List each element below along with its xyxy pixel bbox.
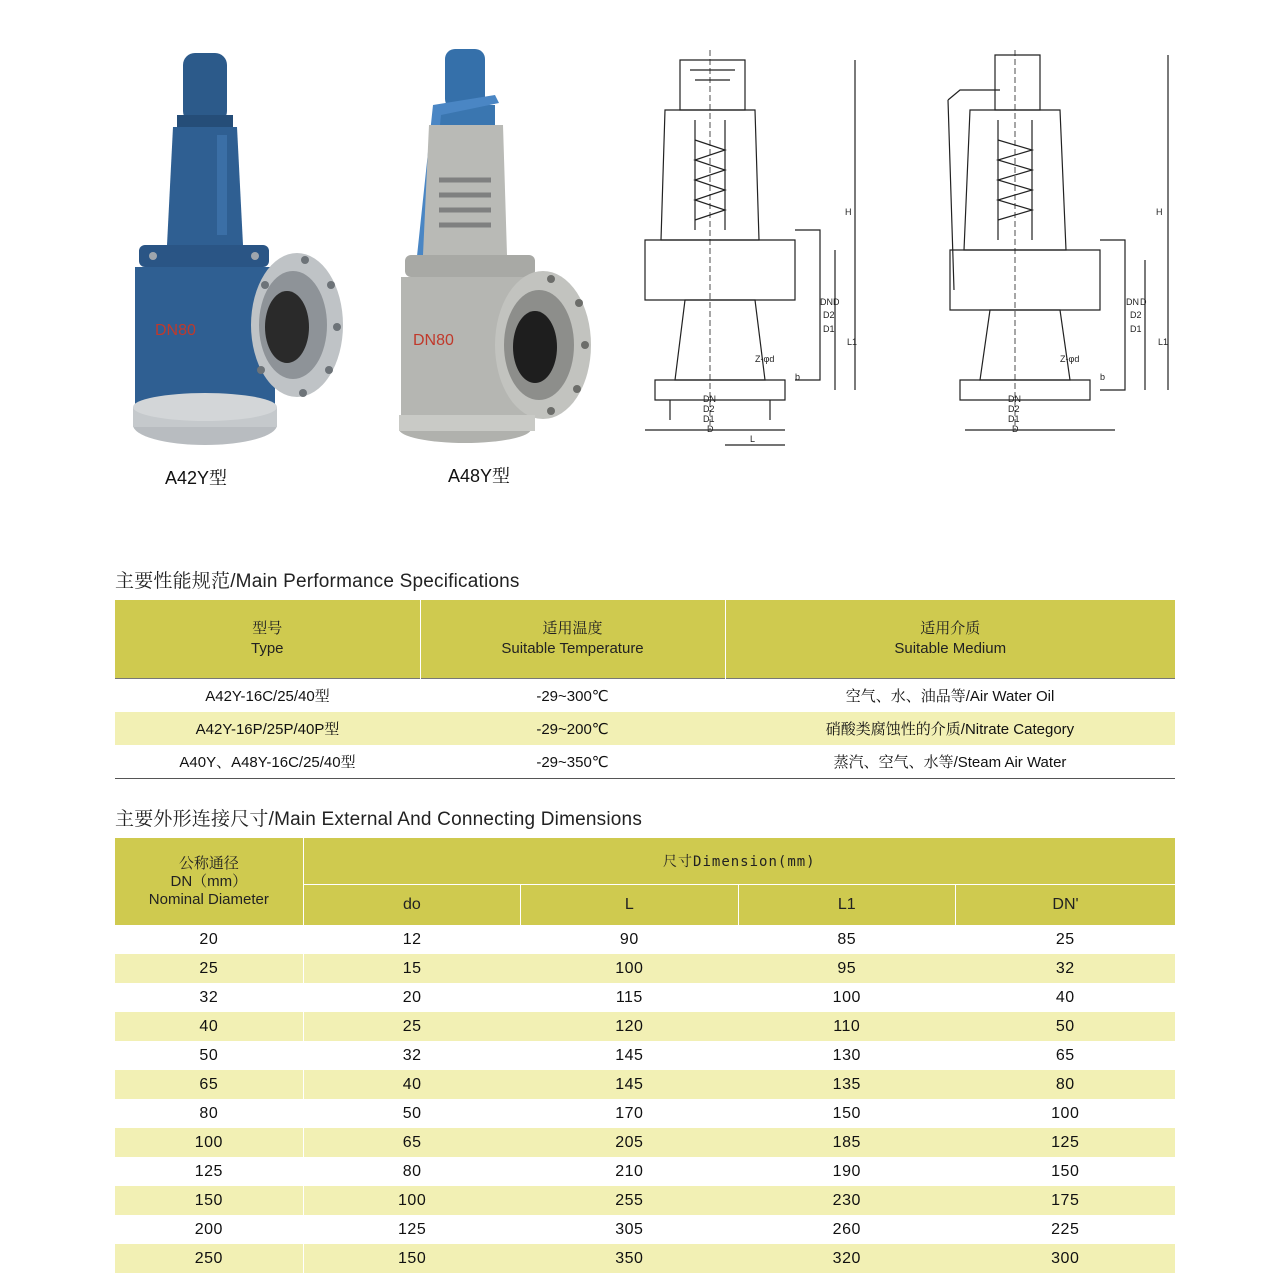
dim-cell-dn-prime: 150 xyxy=(1051,1162,1080,1180)
spec-cell-temperature: -29~200℃ xyxy=(420,712,725,745)
dim-cell-l: 205 xyxy=(521,1128,738,1157)
dim-header-dimension: 尺寸Dimension(mm) xyxy=(303,838,1175,885)
dim-row xyxy=(115,983,1175,1012)
svg-text:DN: DN xyxy=(1008,394,1021,404)
product-caption-a48y: A48Y型 xyxy=(448,466,511,486)
dim-cell-do: 100 xyxy=(303,1186,520,1215)
dim-cell-dn: 150 xyxy=(115,1186,303,1215)
dim-cell-l1: 150 xyxy=(832,1104,861,1122)
dim-cell-do: 15 xyxy=(303,954,520,983)
spec-cell-type: A42Y-16C/25/40型 xyxy=(115,679,420,713)
dim-cell-do: 32 xyxy=(402,1046,422,1064)
dim-cell-l: 145 xyxy=(521,1070,738,1099)
svg-text:DN: DN xyxy=(1126,297,1139,307)
dim-cell-dn: 50 xyxy=(115,1041,303,1070)
svg-text:D1: D1 xyxy=(823,324,835,334)
dim-cell-do: 80 xyxy=(402,1162,422,1180)
dim-cell-l1: 190 xyxy=(832,1162,861,1180)
dim-cell-l1: 320 xyxy=(738,1244,955,1273)
svg-text:L1: L1 xyxy=(1158,337,1169,347)
dim-cell-dn-prime: 65 xyxy=(1055,1046,1075,1064)
dim-cell-dn-prime: 125 xyxy=(956,1128,1176,1157)
dim-row xyxy=(115,1070,1175,1099)
spec-header-row xyxy=(115,600,1175,679)
dim-cell-do: 65 xyxy=(303,1128,520,1157)
dim-cell-l1: 95 xyxy=(738,954,955,983)
dim-cell-l: 100 xyxy=(521,954,738,983)
dim-cell-l1: 85 xyxy=(837,930,857,948)
dim-cell-dn-prime: 300 xyxy=(956,1244,1176,1273)
svg-text:H: H xyxy=(1156,207,1163,217)
dim-cell-do: 40 xyxy=(303,1070,520,1099)
dim-cell-dn: 65 xyxy=(115,1070,303,1099)
spec-cell-type: A40Y、A48Y-16C/25/40型 xyxy=(115,745,420,779)
dim-cell-dn: 125 xyxy=(115,1157,303,1186)
spec-cell-medium: 硝酸类腐蚀性的介质/Nitrate Category xyxy=(725,712,1175,745)
spec-header-type: 型号 Type xyxy=(115,600,420,679)
spec-section-title: 主要性能规范/Main Performance Specifications xyxy=(115,571,520,592)
dim-cell-dn: 80 xyxy=(115,1099,303,1128)
dim-cell-do: 125 xyxy=(398,1220,427,1238)
dimension-table xyxy=(115,838,1175,1273)
dim-cell-l1: 130 xyxy=(832,1046,861,1064)
svg-text:D: D xyxy=(1012,424,1019,434)
dim-cell-l: 170 xyxy=(615,1104,644,1122)
svg-text:D: D xyxy=(707,424,714,434)
spec-cell-medium: 蒸汽、空气、水等/Steam Air Water xyxy=(725,745,1175,779)
dim-cell-dn-prime: 100 xyxy=(1051,1104,1080,1122)
dim-cell-dn: 100 xyxy=(115,1128,303,1157)
product-caption-a42y: A42Y型 xyxy=(165,468,228,488)
dim-cell-l1: 185 xyxy=(738,1128,955,1157)
spec-cell-medium: 空气、水、油品等/Air Water Oil xyxy=(725,679,1175,713)
dim-row xyxy=(115,925,1175,954)
spec-header-temperature: 适用温度 Suitable Temperature xyxy=(420,600,725,679)
dim-cell-l: 120 xyxy=(521,1012,738,1041)
dim-cell-dn-prime: 50 xyxy=(956,1012,1176,1041)
dim-row xyxy=(115,1012,1175,1041)
dim-cell-l1: 230 xyxy=(738,1186,955,1215)
dim-row xyxy=(115,1099,1175,1128)
dim-cell-do: 12 xyxy=(402,930,422,948)
svg-text:D2: D2 xyxy=(703,404,715,414)
technical-drawing-a42y xyxy=(635,50,870,450)
valve-a42y-image xyxy=(125,45,350,450)
dim-cell-l1: 135 xyxy=(738,1070,955,1099)
dim-cell-do: 150 xyxy=(303,1244,520,1273)
dim-header-dn-prime: DN' xyxy=(956,885,1176,926)
spec-row xyxy=(115,745,1175,779)
dim-cell-l: 255 xyxy=(521,1186,738,1215)
dim-cell-l: 145 xyxy=(615,1046,644,1064)
dim-cell-l1: 100 xyxy=(832,988,861,1006)
svg-text:D1: D1 xyxy=(1008,414,1020,424)
dim-cell-dn: 200 xyxy=(115,1215,303,1244)
dim-cell-dn-prime: 225 xyxy=(1051,1220,1080,1238)
dim-cell-do: 25 xyxy=(303,1012,520,1041)
svg-text:D2: D2 xyxy=(1130,310,1142,320)
spec-row xyxy=(115,712,1175,745)
dim-row xyxy=(115,1157,1175,1186)
dim-header-l1: L1 xyxy=(738,885,955,926)
svg-text:DN: DN xyxy=(820,297,833,307)
svg-text:D: D xyxy=(833,297,840,307)
svg-text:D1: D1 xyxy=(703,414,715,424)
dim-header-l: L xyxy=(521,885,738,926)
dim-cell-l: 305 xyxy=(615,1220,644,1238)
svg-text:Z-φd: Z-φd xyxy=(1060,354,1080,364)
dim-cell-dn: 250 xyxy=(115,1244,303,1273)
dim-cell-dn: 32 xyxy=(115,983,303,1012)
dim-cell-dn-prime: 80 xyxy=(956,1070,1176,1099)
dim-cell-l: 350 xyxy=(521,1244,738,1273)
dim-cell-dn-prime: 32 xyxy=(956,954,1176,983)
dim-header-nominal: 公称通径 DN（mm） Nominal Diameter xyxy=(115,838,303,925)
svg-text:DN: DN xyxy=(703,394,716,404)
dim-cell-l1: 260 xyxy=(832,1220,861,1238)
dim-cell-do: 20 xyxy=(402,988,422,1006)
dim-cell-l1: 110 xyxy=(738,1012,955,1041)
svg-text:b: b xyxy=(795,372,801,382)
dim-row xyxy=(115,1128,1175,1157)
dim-header-do: do xyxy=(303,885,520,926)
dim-cell-l: 210 xyxy=(615,1162,644,1180)
dim-cell-dn: 20 xyxy=(115,925,303,954)
dim-cell-do: 50 xyxy=(402,1104,422,1122)
dim-row xyxy=(115,1244,1175,1273)
svg-text:L: L xyxy=(750,434,756,444)
technical-drawing-a48y xyxy=(940,50,1180,450)
svg-text:DN80: DN80 xyxy=(413,332,454,349)
dim-row xyxy=(115,1041,1175,1070)
svg-text:D2: D2 xyxy=(823,310,835,320)
valve-a48y-image xyxy=(375,45,600,450)
dim-section-title: 主要外形连接尺寸/Main External And Connecting Dimensions xyxy=(115,809,643,830)
dim-cell-dn: 25 xyxy=(115,954,303,983)
svg-text:D2: D2 xyxy=(1008,404,1020,414)
spec-table xyxy=(115,600,1175,779)
spec-row xyxy=(115,679,1175,713)
dim-cell-dn-prime: 40 xyxy=(1055,988,1075,1006)
dim-cell-dn-prime: 25 xyxy=(1055,930,1075,948)
spec-cell-type: A42Y-16P/25P/40P型 xyxy=(115,712,420,745)
spec-header-medium: 适用介质 Suitable Medium xyxy=(725,600,1175,679)
dim-cell-dn-prime: 175 xyxy=(956,1186,1176,1215)
svg-text:Z-φd: Z-φd xyxy=(755,354,775,364)
svg-text:D1: D1 xyxy=(1130,324,1142,334)
svg-text:DN80: DN80 xyxy=(155,322,196,339)
svg-text:b: b xyxy=(1100,372,1106,382)
svg-text:H: H xyxy=(845,207,852,217)
svg-text:L1: L1 xyxy=(847,337,858,347)
dim-row xyxy=(115,954,1175,983)
spec-cell-temperature: -29~350℃ xyxy=(420,745,725,779)
dim-cell-l: 115 xyxy=(615,988,643,1006)
dim-cell-l: 90 xyxy=(619,930,639,948)
svg-text:D: D xyxy=(1140,297,1147,307)
dim-row xyxy=(115,1215,1175,1244)
dim-cell-dn: 40 xyxy=(115,1012,303,1041)
dim-header-row xyxy=(115,838,1175,885)
spec-cell-temperature: -29~300℃ xyxy=(420,679,725,713)
dim-row xyxy=(115,1186,1175,1215)
